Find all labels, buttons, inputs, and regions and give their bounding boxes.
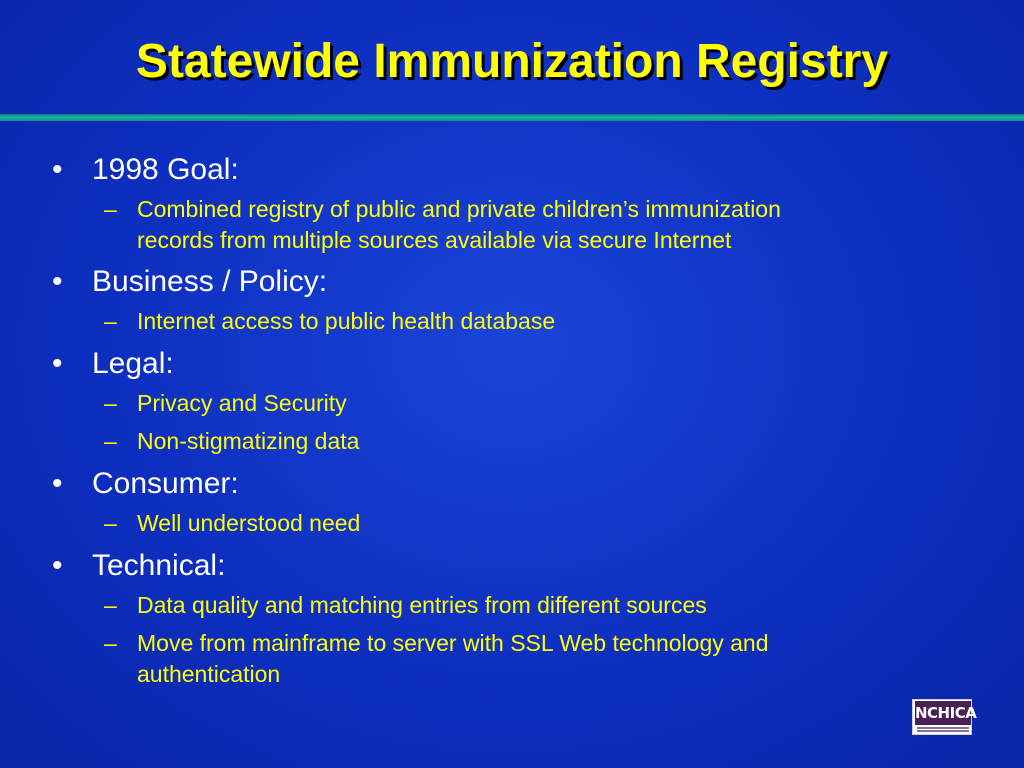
bullet-item: [52, 549, 225, 583]
sub-bullet-line: records from multiple sources available via secure Internet: [137, 227, 732, 253]
sub-bullet-item: [104, 194, 944, 256]
nchica-logo-icon: [912, 699, 977, 735]
sub-bullet-line: Move from mainframe to server with SSL Web technology and: [137, 630, 769, 656]
sub-bullet-line: Internet access to public health database: [137, 308, 556, 334]
sub-bullet-line: Combined registry of public and private children’s immunization: [137, 196, 781, 222]
sub-bullet-item: [104, 388, 944, 419]
sub-bullet-marker: –: [104, 428, 117, 454]
bullet-item: [52, 467, 239, 501]
bullet-marker: •: [52, 467, 63, 500]
bullet-label: 1998 Goal:: [92, 153, 239, 186]
bullet-marker: •: [52, 549, 63, 582]
bullet-label: Technical:: [92, 549, 226, 582]
sub-bullet-line: Data quality and matching entries from different sources: [137, 592, 707, 618]
sub-bullet-item: [104, 590, 944, 621]
logo-wordmark: NCHICA: [915, 701, 971, 725]
sub-bullet-item: [104, 306, 944, 337]
sub-bullet-marker: –: [104, 592, 117, 618]
bullet-marker: •: [52, 265, 63, 298]
sub-bullet-line: Well understood need: [137, 510, 361, 536]
sub-bullet-item: [104, 508, 944, 539]
bullet-marker: •: [52, 347, 63, 380]
sub-bullet-item: [104, 426, 944, 457]
sub-bullet-marker: –: [104, 390, 117, 416]
sub-bullet-marker: –: [104, 196, 117, 222]
bullet-label: Legal:: [92, 347, 174, 380]
bullet-label: Consumer:: [92, 467, 239, 500]
sub-bullet-item: [104, 628, 944, 690]
sub-bullet-marker: –: [104, 630, 117, 656]
logo-fineprint: [917, 727, 969, 729]
sub-bullet-line: authentication: [137, 661, 281, 687]
sub-bullet-marker: –: [104, 308, 117, 334]
bullet-label: Business / Policy:: [92, 265, 328, 298]
bullet-marker: •: [52, 153, 63, 186]
bullet-item: [52, 153, 239, 187]
bullet-item: [52, 265, 327, 299]
bullet-item: [52, 347, 174, 381]
sub-bullet-line: Non-stigmatizing data: [137, 428, 360, 454]
sub-bullet-line: Privacy and Security: [137, 390, 347, 416]
sub-bullet-marker: –: [104, 510, 117, 536]
slide-title: Statewide Immunization Registry: [135, 35, 889, 88]
